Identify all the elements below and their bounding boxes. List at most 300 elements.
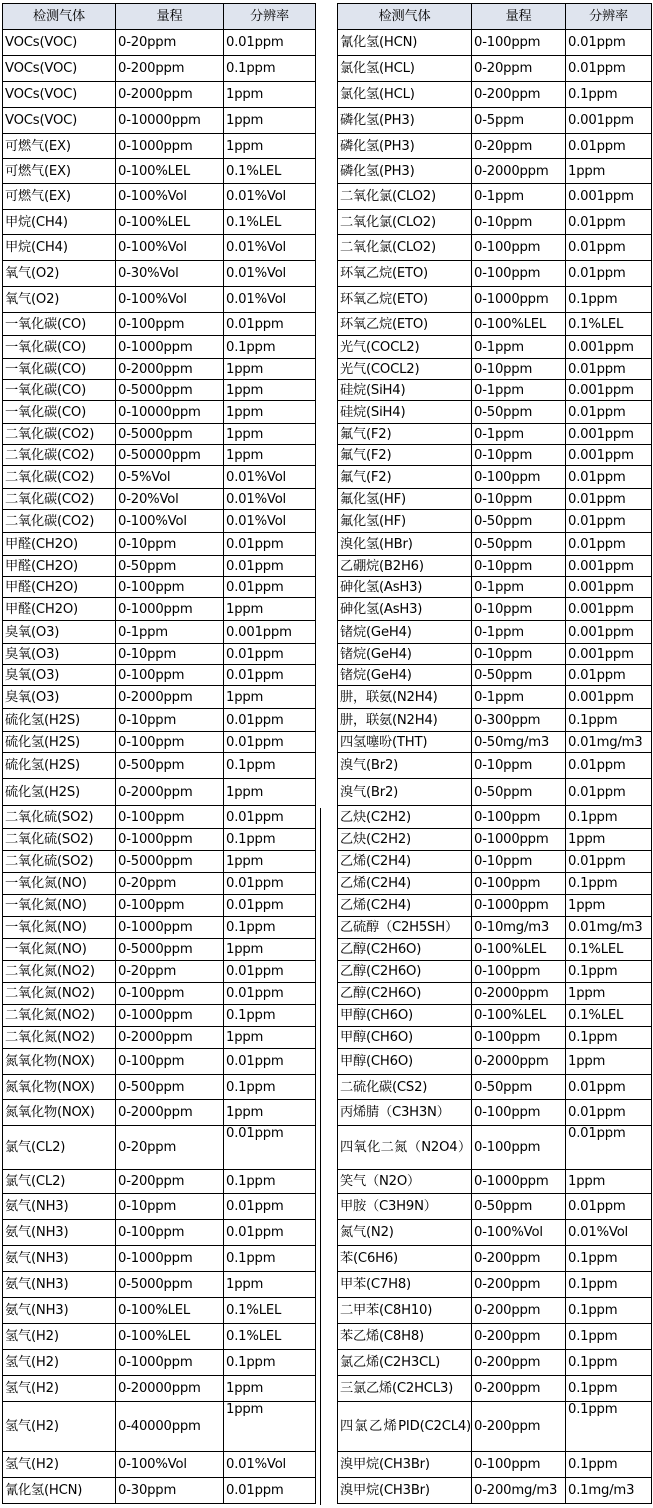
table-row [3, 380, 316, 401]
resolution-cell: 0.1ppm [566, 1402, 652, 1452]
range-cell: 0-100ppm [472, 1100, 566, 1126]
range-cell: 0-200ppm [472, 1402, 566, 1452]
gas-cell: 臭氧(O3) [3, 621, 116, 644]
table-row [3, 1194, 316, 1220]
table-row [3, 709, 316, 732]
resolution-cell: 0.01ppm [224, 961, 316, 983]
gas-cell: 四氧化二氮（N2O4） [338, 1126, 472, 1170]
resolution-cell: 0.01ppm [224, 644, 316, 665]
table-row [3, 577, 316, 598]
gas-cell: 笑气（N2O） [338, 1170, 472, 1194]
table-row [338, 235, 652, 261]
resolution-cell: 0.1ppm [566, 1027, 652, 1049]
column-header-gas: 检测气体 [3, 4, 116, 30]
resolution-cell: 0.01ppm [566, 359, 652, 380]
resolution-cell: 1ppm [224, 445, 316, 466]
gas-cell: 溴气(Br2) [338, 753, 472, 779]
table-row [338, 983, 652, 1005]
gas-cell: 臭氧(O3) [3, 665, 116, 686]
gas-cell: 二氧化氯(CLO2) [338, 184, 472, 210]
range-cell: 0-300ppm [472, 709, 566, 732]
resolution-cell: 0.1ppm [224, 336, 316, 359]
resolution-cell: 1ppm [566, 1049, 652, 1075]
range-cell: 0-200ppm [472, 1324, 566, 1350]
table-row [338, 1478, 652, 1504]
range-cell: 0-100ppm [472, 1027, 566, 1049]
table-row [3, 424, 316, 445]
gas-cell: 肼，联氨(N2H4) [338, 686, 472, 709]
table-row [3, 287, 316, 313]
resolution-cell: 0.01ppm [566, 261, 652, 287]
gas-cell: 氯乙烯(C2H3CL) [338, 1350, 472, 1376]
gas-cell: 硫化氢(H2S) [3, 732, 116, 753]
table-row [3, 1272, 316, 1298]
range-cell: 0-500ppm [116, 753, 224, 779]
resolution-cell: 0.1%LEL [566, 1005, 652, 1027]
range-cell: 0-200ppm [472, 1350, 566, 1376]
range-cell: 0-50ppm [472, 510, 566, 533]
range-cell: 0-100ppm [472, 235, 566, 261]
gas-cell: 环氧乙烷(ETO) [338, 313, 472, 336]
gas-cell: 氟化氢(HF) [338, 489, 472, 510]
range-cell: 0-40000ppm [116, 1402, 224, 1452]
table-row [3, 917, 316, 939]
range-cell: 0-100ppm [116, 1220, 224, 1246]
table-row [338, 210, 652, 235]
resolution-cell: 0.01ppm [224, 1194, 316, 1220]
resolution-cell: 0.001ppm [566, 336, 652, 359]
table-row [338, 621, 652, 644]
gas-cell: 臭氧(O3) [3, 644, 116, 665]
range-cell: 0-100ppm [472, 261, 566, 287]
range-cell: 0-5000ppm [116, 851, 224, 873]
range-cell: 0-2000ppm [116, 359, 224, 380]
range-cell: 0-5ppm [472, 108, 566, 134]
range-cell: 0-100%Vol [116, 184, 224, 210]
table-row [338, 1246, 652, 1272]
range-cell: 0-10ppm [116, 644, 224, 665]
gas-cell: 三氯乙烯(C2HCL3) [338, 1376, 472, 1402]
gas-cell: 磷化氢(PH3) [338, 159, 472, 184]
range-cell: 0-100%LEL [116, 159, 224, 184]
resolution-cell: 0.01ppm [224, 1049, 316, 1075]
resolution-cell: 0.1ppm [566, 709, 652, 732]
range-cell: 0-20ppm [472, 56, 566, 82]
table-row [338, 917, 652, 939]
table-row [3, 829, 316, 851]
column-header-range: 量程 [472, 4, 566, 30]
resolution-cell: 1ppm [224, 134, 316, 159]
table-row [3, 665, 316, 686]
resolution-cell: 0.01ppm [224, 873, 316, 895]
range-cell: 0-200ppm [472, 82, 566, 108]
resolution-cell: 1ppm [566, 829, 652, 851]
resolution-cell: 0.1ppm [224, 829, 316, 851]
resolution-cell: 0.001ppm [566, 108, 652, 134]
range-cell: 0-50000ppm [116, 445, 224, 466]
table-row [3, 753, 316, 779]
gas-cell: 一氧化碳(CO) [3, 380, 116, 401]
table-row [338, 1005, 652, 1027]
gas-cell: 乙硫醇（C2H5SH） [338, 917, 472, 939]
table-row [338, 1075, 652, 1100]
table-row [3, 1246, 316, 1272]
gas-cell: 氮氧化物(NOX) [3, 1075, 116, 1100]
range-cell: 0-5000ppm [116, 939, 224, 961]
table-row [3, 336, 316, 359]
table-row [338, 445, 652, 466]
gas-cell: 氧气(O2) [3, 287, 116, 313]
table-row [338, 1298, 652, 1324]
range-cell: 0-20ppm [472, 134, 566, 159]
gas-cell: 甲醇(CH6O) [338, 1027, 472, 1049]
range-cell: 0-10000ppm [116, 108, 224, 134]
gas-cell: 一氧化氮(NO) [3, 917, 116, 939]
gas-cell: 氢气(H2) [3, 1452, 116, 1478]
range-cell: 0-100%Vol [472, 1220, 566, 1246]
table-row [338, 1126, 652, 1170]
table-row [3, 1402, 316, 1452]
resolution-cell: 0.1%LEL [224, 1298, 316, 1324]
gas-cell: 甲醇(CH6O) [338, 1005, 472, 1027]
gas-cell: 氰化氢(HCN) [338, 30, 472, 56]
gas-cell: 甲胺（C3H9N） [338, 1194, 472, 1220]
table-row [338, 1452, 652, 1478]
resolution-cell: 1ppm [224, 1376, 316, 1402]
range-cell: 0-100%LEL [472, 939, 566, 961]
range-cell: 0-20%Vol [116, 489, 224, 510]
table-row [338, 873, 652, 895]
table-row [338, 851, 652, 873]
range-cell: 0-100ppm [116, 577, 224, 598]
gas-cell: 四氯乙烯PID(C2CL4) [338, 1402, 472, 1452]
range-cell: 0-2000ppm [472, 983, 566, 1005]
resolution-cell: 0.01ppm [566, 30, 652, 56]
gas-cell: 二氧化碳(CO2) [3, 510, 116, 533]
resolution-cell: 0.01%Vol [224, 261, 316, 287]
left-header-row [3, 4, 316, 30]
gas-cell: 氨气(NH3) [3, 1298, 116, 1324]
table-row [338, 533, 652, 556]
range-cell: 0-1000ppm [472, 829, 566, 851]
table-row [338, 686, 652, 709]
range-cell: 0-50ppm [472, 1075, 566, 1100]
resolution-cell: 0.001ppm [566, 424, 652, 445]
gas-cell: 氢气(H2) [3, 1350, 116, 1376]
table-row [3, 159, 316, 184]
range-cell: 0-200ppm [116, 56, 224, 82]
table-row [3, 184, 316, 210]
resolution-cell: 0.01%Vol [224, 1452, 316, 1478]
resolution-cell: 1ppm [224, 1027, 316, 1049]
gas-cell: 乙烯(C2H4) [338, 873, 472, 895]
resolution-cell: 0.01ppm [566, 1194, 652, 1220]
gas-cell: 氟化氢(HF) [338, 510, 472, 533]
resolution-cell: 0.01ppm [566, 510, 652, 533]
gas-cell: 氨气(NH3) [3, 1272, 116, 1298]
range-cell: 0-10ppm [116, 709, 224, 732]
table-row [3, 359, 316, 380]
range-cell: 0-100ppm [472, 806, 566, 829]
gas-cell: 硅烷(SiH4) [338, 401, 472, 424]
gas-cell: 一氧化氮(NO) [3, 939, 116, 961]
resolution-cell: 0.1ppm [566, 1298, 652, 1324]
range-cell: 0-1ppm [472, 686, 566, 709]
resolution-cell: 0.1ppm [224, 1170, 316, 1194]
range-cell: 0-30%Vol [116, 261, 224, 287]
gas-cell: 可燃气(EX) [3, 134, 116, 159]
range-cell: 0-100%LEL [116, 1298, 224, 1324]
range-cell: 0-20ppm [116, 961, 224, 983]
range-cell: 0-100ppm [472, 1126, 566, 1170]
resolution-cell: 1ppm [224, 939, 316, 961]
resolution-cell: 0.001ppm [566, 380, 652, 401]
table-row [3, 644, 316, 665]
resolution-cell: 0.01ppm [566, 665, 652, 686]
table-row [3, 851, 316, 873]
table-row [3, 134, 316, 159]
table-row [338, 134, 652, 159]
resolution-cell: 0.01mg/m3 [566, 732, 652, 753]
gas-cell: 乙炔(C2H2) [338, 829, 472, 851]
resolution-cell: 0.01%Vol [224, 466, 316, 489]
table-row [338, 895, 652, 917]
table-row [338, 336, 652, 359]
resolution-cell: 1ppm [224, 380, 316, 401]
range-cell: 0-200ppm [116, 1170, 224, 1194]
range-cell: 0-1ppm [472, 424, 566, 445]
gas-cell: 甲醛(CH2O) [3, 598, 116, 621]
column-header-gas: 检测气体 [338, 4, 472, 30]
table-row [3, 108, 316, 134]
resolution-cell: 0.01ppm [566, 753, 652, 779]
resolution-cell: 0.001ppm [566, 686, 652, 709]
resolution-cell: 0.001ppm [566, 184, 652, 210]
table-row [3, 1049, 316, 1075]
range-cell: 0-50mg/m3 [472, 732, 566, 753]
table-row [3, 686, 316, 709]
table-row [338, 961, 652, 983]
range-cell: 0-100%LEL [472, 313, 566, 336]
gas-cell: 二氧化碳(CO2) [3, 424, 116, 445]
resolution-cell: 1ppm [224, 108, 316, 134]
range-cell: 0-20ppm [116, 1126, 224, 1170]
gas-cell: 溴气(Br2) [338, 779, 472, 806]
table-row [338, 709, 652, 732]
table-row [3, 210, 316, 235]
table-row [338, 1049, 652, 1075]
table-row [338, 1376, 652, 1402]
range-cell: 0-2000ppm [116, 1027, 224, 1049]
gas-cell: 甲烷(CH4) [3, 235, 116, 261]
table-row [338, 1027, 652, 1049]
range-cell: 0-10ppm [472, 851, 566, 873]
gas-cell: VOCs(VOC) [3, 30, 116, 56]
range-cell: 0-100ppm [472, 1452, 566, 1478]
range-cell: 0-2000ppm [116, 686, 224, 709]
gas-cell: 乙硼烷(B2H6) [338, 556, 472, 577]
table-row [3, 533, 316, 556]
table-row [3, 939, 316, 961]
gas-cell: 氨气(NH3) [3, 1246, 116, 1272]
table-row [338, 598, 652, 621]
table-row [3, 732, 316, 753]
table-row [3, 235, 316, 261]
resolution-cell: 0.01ppm [566, 56, 652, 82]
range-cell: 0-10ppm [116, 1194, 224, 1220]
table-row [3, 1376, 316, 1402]
table-row [338, 1272, 652, 1298]
range-cell: 0-100ppm [472, 466, 566, 489]
range-cell: 0-10ppm [472, 598, 566, 621]
gas-cell: 一氧化碳(CO) [3, 313, 116, 336]
range-cell: 0-50ppm [472, 665, 566, 686]
table-row [338, 665, 652, 686]
table-row [338, 779, 652, 806]
resolution-cell: 0.01ppm [224, 895, 316, 917]
table-row [338, 1194, 652, 1220]
table-row [3, 313, 316, 336]
resolution-cell: 0.01mg/m3 [566, 917, 652, 939]
range-cell: 0-10ppm [472, 489, 566, 510]
resolution-cell: 0.01ppm [224, 732, 316, 753]
gas-cell: 氯化氢(HCL) [338, 82, 472, 108]
resolution-cell: 0.01ppm [224, 313, 316, 336]
resolution-cell: 1ppm [224, 401, 316, 424]
table-row [338, 829, 652, 851]
range-cell: 0-50ppm [472, 401, 566, 424]
range-cell: 0-1000ppm [116, 829, 224, 851]
resolution-cell: 0.1ppm [224, 1350, 316, 1376]
resolution-cell: 0.1ppm [566, 806, 652, 829]
resolution-cell: 1ppm [224, 779, 316, 806]
resolution-cell: 0.01ppm [224, 577, 316, 598]
range-cell: 0-100%Vol [116, 235, 224, 261]
range-cell: 0-1ppm [116, 621, 224, 644]
gas-table-right [337, 3, 652, 1504]
resolution-cell: 0.01ppm [566, 401, 652, 424]
table-row [3, 621, 316, 644]
resolution-cell: 0.1ppm [224, 56, 316, 82]
range-cell: 0-10ppm [472, 753, 566, 779]
resolution-cell: 0.001ppm [566, 644, 652, 665]
resolution-cell: 0.001ppm [224, 621, 316, 644]
table-row [338, 489, 652, 510]
gas-cell: 二氧化碳(CO2) [3, 466, 116, 489]
table-row [3, 806, 316, 829]
table-row [3, 873, 316, 895]
gas-cell: 溴化氢(HBr) [338, 533, 472, 556]
gas-cell: 氟气(F2) [338, 466, 472, 489]
resolution-cell: 0.1ppm [566, 1452, 652, 1478]
gas-cell: 二氧化氮(NO2) [3, 983, 116, 1005]
gas-cell: 一氧化氮(NO) [3, 895, 116, 917]
range-cell: 0-100ppm [116, 665, 224, 686]
range-cell: 0-100%LEL [116, 210, 224, 235]
gas-cell: 二氧化氮(NO2) [3, 1027, 116, 1049]
resolution-cell: 0.1ppm [224, 753, 316, 779]
gas-cell: 乙醇(C2H6O) [338, 939, 472, 961]
gas-cell: 二氧化碳(CO2) [3, 445, 116, 466]
resolution-cell: 1ppm [224, 851, 316, 873]
range-cell: 0-5000ppm [116, 380, 224, 401]
gas-cell: 溴甲烷(CH3Br) [338, 1478, 472, 1504]
table-row [3, 510, 316, 533]
resolution-cell: 0.1ppm [566, 1376, 652, 1402]
table-row [338, 401, 652, 424]
gas-cell: 一氧化氮(NO) [3, 873, 116, 895]
gas-cell: 硫化氢(H2S) [3, 753, 116, 779]
gas-cell: 硫化氢(H2S) [3, 779, 116, 806]
resolution-cell: 0.01%Vol [566, 1220, 652, 1246]
resolution-cell: 0.001ppm [566, 445, 652, 466]
resolution-cell: 1ppm [224, 82, 316, 108]
resolution-cell: 1ppm [224, 359, 316, 380]
column-header-resolution: 分辨率 [566, 4, 652, 30]
range-cell: 0-2000ppm [116, 1100, 224, 1126]
range-cell: 0-100ppm [116, 732, 224, 753]
range-cell: 0-1000ppm [116, 1350, 224, 1376]
resolution-cell: 0.01ppm [224, 1220, 316, 1246]
table-row [338, 313, 652, 336]
gas-cell: 环氧乙烷(ETO) [338, 261, 472, 287]
gas-cell: 二氧化硫(SO2) [3, 829, 116, 851]
resolution-cell: 1ppm [566, 159, 652, 184]
range-cell: 0-50ppm [472, 1194, 566, 1220]
range-cell: 0-1ppm [472, 577, 566, 598]
gas-cell: 氢气(H2) [3, 1324, 116, 1350]
table-row [3, 1027, 316, 1049]
column-header-resolution: 分辨率 [224, 4, 316, 30]
gas-cell: 苯(C6H6) [338, 1246, 472, 1272]
table-row [338, 732, 652, 753]
gas-cell: 氟气(F2) [338, 424, 472, 445]
range-cell: 0-200ppm [472, 1272, 566, 1298]
resolution-cell: 0.1%LEL [224, 210, 316, 235]
gas-cell: 氧气(O2) [3, 261, 116, 287]
table-row [3, 466, 316, 489]
gas-cell: 锗烷(GeH4) [338, 644, 472, 665]
column-divider-line [320, 808, 321, 1505]
range-cell: 0-100ppm [116, 895, 224, 917]
range-cell: 0-20ppm [116, 873, 224, 895]
table-row [338, 1350, 652, 1376]
range-cell: 0-100ppm [472, 961, 566, 983]
resolution-cell: 0.001ppm [566, 598, 652, 621]
range-cell: 0-1ppm [472, 184, 566, 210]
resolution-cell: 0.1ppm [566, 1324, 652, 1350]
gas-cell: 乙炔(C2H2) [338, 806, 472, 829]
gas-spec-sheet [2, 3, 651, 1505]
range-cell: 0-1000ppm [116, 598, 224, 621]
gas-cell: 一氧化碳(CO) [3, 359, 116, 380]
table-row [338, 1402, 652, 1452]
gas-cell: 锗烷(GeH4) [338, 621, 472, 644]
range-cell: 0-100%Vol [116, 510, 224, 533]
resolution-cell: 1ppm [224, 598, 316, 621]
gas-cell: VOCs(VOC) [3, 108, 116, 134]
table-row [3, 1220, 316, 1246]
table-row [338, 287, 652, 313]
table-row [3, 1170, 316, 1194]
range-cell: 0-10ppm [116, 533, 224, 556]
table-row [3, 1452, 316, 1478]
range-cell: 0-100ppm [472, 30, 566, 56]
resolution-cell: 0.01ppm [224, 709, 316, 732]
resolution-cell: 0.01ppm [566, 489, 652, 510]
gas-cell: 二氧化氮(NO2) [3, 1005, 116, 1027]
gas-cell: 二氧化硫(SO2) [3, 806, 116, 829]
